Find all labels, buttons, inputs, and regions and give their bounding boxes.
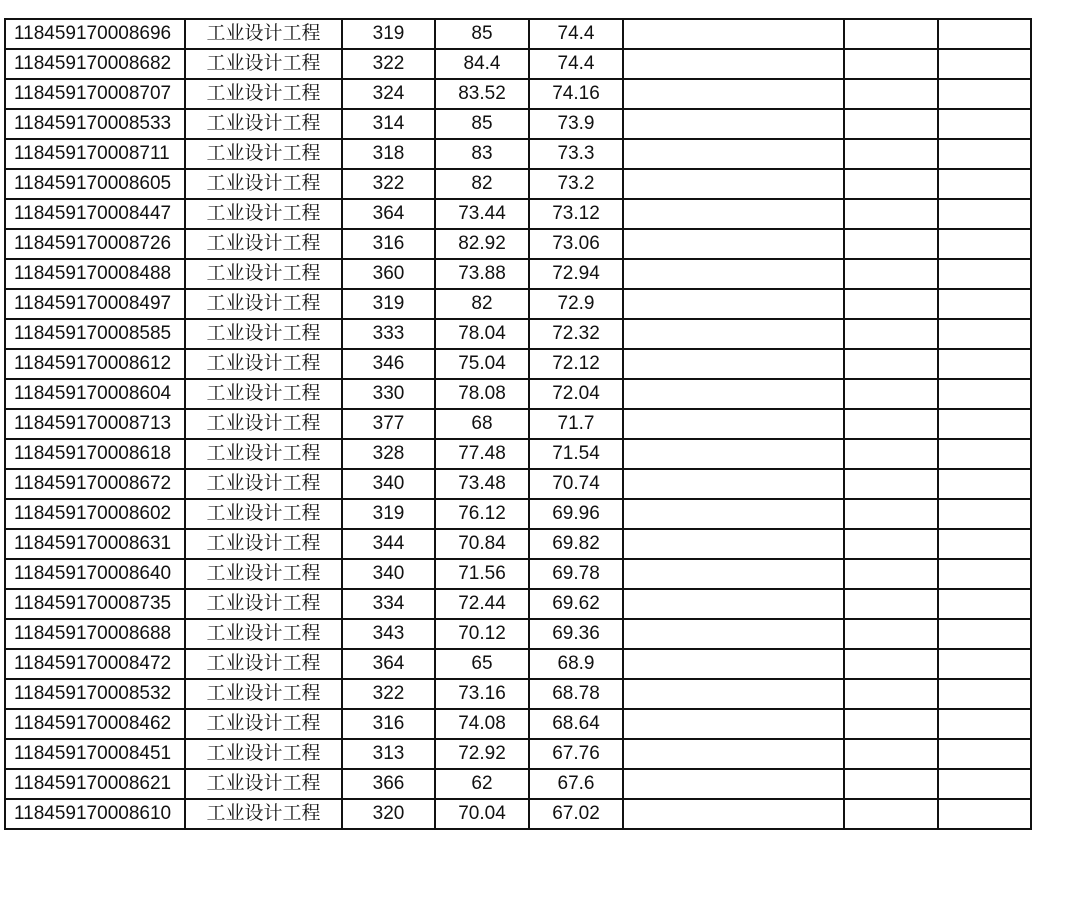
table-row xyxy=(5,49,1031,79)
total-score-cell: 69.36 xyxy=(529,619,623,649)
remark-cell xyxy=(623,289,844,319)
extra-cell-2 xyxy=(938,409,1031,439)
total-score-cell: 69.78 xyxy=(529,559,623,589)
candidate-id-cell: 118459170008488 xyxy=(5,259,185,289)
table-row xyxy=(5,469,1031,499)
remark-cell xyxy=(623,79,844,109)
interview-score-cell: 82 xyxy=(435,289,529,319)
candidate-id-cell: 118459170008497 xyxy=(5,289,185,319)
remark-cell xyxy=(623,139,844,169)
remark-cell xyxy=(623,739,844,769)
total-score-cell: 72.32 xyxy=(529,319,623,349)
major-cell: 工业设计工程 xyxy=(185,229,342,259)
extra-cell-1 xyxy=(844,469,938,499)
major-cell: 工业设计工程 xyxy=(185,439,342,469)
table-row xyxy=(5,559,1031,589)
candidate-id-cell: 118459170008610 xyxy=(5,799,185,829)
total-score-cell: 67.6 xyxy=(529,769,623,799)
interview-score-cell: 83 xyxy=(435,139,529,169)
candidate-id-cell: 118459170008602 xyxy=(5,499,185,529)
total-score-cell: 68.78 xyxy=(529,679,623,709)
remark-cell xyxy=(623,619,844,649)
total-score-cell: 73.3 xyxy=(529,139,623,169)
initial-score-cell: 343 xyxy=(342,619,435,649)
interview-score-cell: 73.16 xyxy=(435,679,529,709)
extra-cell-1 xyxy=(844,499,938,529)
candidate-id-cell: 118459170008726 xyxy=(5,229,185,259)
extra-cell-1 xyxy=(844,199,938,229)
initial-score-cell: 319 xyxy=(342,499,435,529)
extra-cell-2 xyxy=(938,229,1031,259)
extra-cell-1 xyxy=(844,709,938,739)
interview-score-cell: 77.48 xyxy=(435,439,529,469)
interview-score-cell: 84.4 xyxy=(435,49,529,79)
extra-cell-2 xyxy=(938,529,1031,559)
initial-score-cell: 344 xyxy=(342,529,435,559)
initial-score-cell: 377 xyxy=(342,409,435,439)
table-row xyxy=(5,769,1031,799)
initial-score-cell: 324 xyxy=(342,79,435,109)
remark-cell xyxy=(623,169,844,199)
remark-cell xyxy=(623,679,844,709)
major-cell: 工业设计工程 xyxy=(185,199,342,229)
initial-score-cell: 319 xyxy=(342,19,435,49)
remark-cell xyxy=(623,589,844,619)
major-cell: 工业设计工程 xyxy=(185,319,342,349)
extra-cell-1 xyxy=(844,49,938,79)
candidate-id-cell: 118459170008640 xyxy=(5,559,185,589)
table-row xyxy=(5,139,1031,169)
table-row xyxy=(5,739,1031,769)
remark-cell xyxy=(623,109,844,139)
major-cell: 工业设计工程 xyxy=(185,379,342,409)
major-cell: 工业设计工程 xyxy=(185,109,342,139)
interview-score-cell: 73.48 xyxy=(435,469,529,499)
total-score-cell: 67.76 xyxy=(529,739,623,769)
extra-cell-1 xyxy=(844,229,938,259)
table-row xyxy=(5,409,1031,439)
extra-cell-2 xyxy=(938,739,1031,769)
candidate-id-cell: 118459170008604 xyxy=(5,379,185,409)
extra-cell-1 xyxy=(844,109,938,139)
extra-cell-1 xyxy=(844,559,938,589)
initial-score-cell: 346 xyxy=(342,349,435,379)
extra-cell-1 xyxy=(844,289,938,319)
remark-cell xyxy=(623,229,844,259)
interview-score-cell: 78.08 xyxy=(435,379,529,409)
candidate-id-cell: 118459170008532 xyxy=(5,679,185,709)
extra-cell-2 xyxy=(938,169,1031,199)
major-cell: 工业设计工程 xyxy=(185,619,342,649)
major-cell: 工业设计工程 xyxy=(185,679,342,709)
major-cell: 工业设计工程 xyxy=(185,559,342,589)
results-table xyxy=(4,18,1032,830)
table-row xyxy=(5,319,1031,349)
total-score-cell: 73.06 xyxy=(529,229,623,259)
initial-score-cell: 333 xyxy=(342,319,435,349)
major-cell: 工业设计工程 xyxy=(185,139,342,169)
initial-score-cell: 366 xyxy=(342,769,435,799)
initial-score-cell: 319 xyxy=(342,289,435,319)
table-row xyxy=(5,499,1031,529)
table-row xyxy=(5,259,1031,289)
interview-score-cell: 65 xyxy=(435,649,529,679)
extra-cell-1 xyxy=(844,799,938,829)
major-cell: 工业设计工程 xyxy=(185,529,342,559)
interview-score-cell: 72.92 xyxy=(435,739,529,769)
extra-cell-1 xyxy=(844,409,938,439)
candidate-id-cell: 118459170008462 xyxy=(5,709,185,739)
candidate-id-cell: 118459170008631 xyxy=(5,529,185,559)
table-row xyxy=(5,589,1031,619)
table-row xyxy=(5,79,1031,109)
major-cell: 工业设计工程 xyxy=(185,19,342,49)
extra-cell-2 xyxy=(938,439,1031,469)
extra-cell-2 xyxy=(938,79,1031,109)
remark-cell xyxy=(623,559,844,589)
interview-score-cell: 74.08 xyxy=(435,709,529,739)
interview-score-cell: 83.52 xyxy=(435,79,529,109)
remark-cell xyxy=(623,49,844,79)
remark-cell xyxy=(623,319,844,349)
extra-cell-2 xyxy=(938,19,1031,49)
candidate-id-cell: 118459170008447 xyxy=(5,199,185,229)
candidate-id-cell: 118459170008618 xyxy=(5,439,185,469)
table-row xyxy=(5,679,1031,709)
candidate-id-cell: 118459170008612 xyxy=(5,349,185,379)
candidate-id-cell: 118459170008605 xyxy=(5,169,185,199)
extra-cell-2 xyxy=(938,679,1031,709)
table-row xyxy=(5,709,1031,739)
extra-cell-1 xyxy=(844,589,938,619)
table-row xyxy=(5,649,1031,679)
total-score-cell: 71.7 xyxy=(529,409,623,439)
total-score-cell: 73.9 xyxy=(529,109,623,139)
total-score-cell: 73.2 xyxy=(529,169,623,199)
candidate-id-cell: 118459170008672 xyxy=(5,469,185,499)
major-cell: 工业设计工程 xyxy=(185,289,342,319)
initial-score-cell: 322 xyxy=(342,49,435,79)
major-cell: 工业设计工程 xyxy=(185,799,342,829)
extra-cell-1 xyxy=(844,79,938,109)
initial-score-cell: 322 xyxy=(342,169,435,199)
candidate-id-cell: 118459170008711 xyxy=(5,139,185,169)
remark-cell xyxy=(623,649,844,679)
remark-cell xyxy=(623,379,844,409)
table-row xyxy=(5,169,1031,199)
total-score-cell: 74.4 xyxy=(529,49,623,79)
remark-cell xyxy=(623,799,844,829)
candidate-id-cell: 118459170008451 xyxy=(5,739,185,769)
interview-score-cell: 78.04 xyxy=(435,319,529,349)
interview-score-cell: 73.44 xyxy=(435,199,529,229)
initial-score-cell: 364 xyxy=(342,649,435,679)
extra-cell-1 xyxy=(844,349,938,379)
extra-cell-2 xyxy=(938,379,1031,409)
major-cell: 工业设计工程 xyxy=(185,49,342,79)
total-score-cell: 72.12 xyxy=(529,349,623,379)
total-score-cell: 72.04 xyxy=(529,379,623,409)
extra-cell-1 xyxy=(844,619,938,649)
total-score-cell: 71.54 xyxy=(529,439,623,469)
extra-cell-1 xyxy=(844,439,938,469)
total-score-cell: 68.64 xyxy=(529,709,623,739)
major-cell: 工业设计工程 xyxy=(185,739,342,769)
extra-cell-2 xyxy=(938,709,1031,739)
initial-score-cell: 364 xyxy=(342,199,435,229)
extra-cell-1 xyxy=(844,319,938,349)
candidate-id-cell: 118459170008713 xyxy=(5,409,185,439)
interview-score-cell: 76.12 xyxy=(435,499,529,529)
major-cell: 工业设计工程 xyxy=(185,649,342,679)
interview-score-cell: 75.04 xyxy=(435,349,529,379)
remark-cell xyxy=(623,259,844,289)
total-score-cell: 70.74 xyxy=(529,469,623,499)
candidate-id-cell: 118459170008696 xyxy=(5,19,185,49)
interview-score-cell: 70.84 xyxy=(435,529,529,559)
remark-cell xyxy=(623,409,844,439)
table-row xyxy=(5,619,1031,649)
initial-score-cell: 316 xyxy=(342,229,435,259)
remark-cell xyxy=(623,19,844,49)
table-row xyxy=(5,439,1031,469)
initial-score-cell: 360 xyxy=(342,259,435,289)
extra-cell-2 xyxy=(938,319,1031,349)
total-score-cell: 67.02 xyxy=(529,799,623,829)
table-row xyxy=(5,379,1031,409)
initial-score-cell: 322 xyxy=(342,679,435,709)
extra-cell-2 xyxy=(938,199,1031,229)
initial-score-cell: 340 xyxy=(342,559,435,589)
extra-cell-1 xyxy=(844,169,938,199)
extra-cell-1 xyxy=(844,679,938,709)
interview-score-cell: 62 xyxy=(435,769,529,799)
total-score-cell: 69.62 xyxy=(529,589,623,619)
total-score-cell: 74.16 xyxy=(529,79,623,109)
total-score-cell: 72.94 xyxy=(529,259,623,289)
extra-cell-2 xyxy=(938,649,1031,679)
major-cell: 工业设计工程 xyxy=(185,499,342,529)
initial-score-cell: 320 xyxy=(342,799,435,829)
major-cell: 工业设计工程 xyxy=(185,169,342,199)
table-row xyxy=(5,109,1031,139)
major-cell: 工业设计工程 xyxy=(185,709,342,739)
interview-score-cell: 73.88 xyxy=(435,259,529,289)
total-score-cell: 73.12 xyxy=(529,199,623,229)
extra-cell-1 xyxy=(844,19,938,49)
table-row xyxy=(5,799,1031,829)
remark-cell xyxy=(623,529,844,559)
remark-cell xyxy=(623,709,844,739)
remark-cell xyxy=(623,439,844,469)
candidate-id-cell: 118459170008688 xyxy=(5,619,185,649)
initial-score-cell: 334 xyxy=(342,589,435,619)
extra-cell-1 xyxy=(844,739,938,769)
extra-cell-2 xyxy=(938,49,1031,79)
candidate-id-cell: 118459170008472 xyxy=(5,649,185,679)
remark-cell xyxy=(623,769,844,799)
initial-score-cell: 318 xyxy=(342,139,435,169)
major-cell: 工业设计工程 xyxy=(185,409,342,439)
extra-cell-2 xyxy=(938,289,1031,319)
candidate-id-cell: 118459170008707 xyxy=(5,79,185,109)
table-row xyxy=(5,199,1031,229)
total-score-cell: 74.4 xyxy=(529,19,623,49)
initial-score-cell: 328 xyxy=(342,439,435,469)
table-row xyxy=(5,19,1031,49)
total-score-cell: 68.9 xyxy=(529,649,623,679)
interview-score-cell: 68 xyxy=(435,409,529,439)
major-cell: 工业设计工程 xyxy=(185,79,342,109)
major-cell: 工业设计工程 xyxy=(185,349,342,379)
extra-cell-2 xyxy=(938,259,1031,289)
interview-score-cell: 85 xyxy=(435,109,529,139)
extra-cell-1 xyxy=(844,379,938,409)
extra-cell-1 xyxy=(844,769,938,799)
candidate-id-cell: 118459170008585 xyxy=(5,319,185,349)
table-row xyxy=(5,529,1031,559)
extra-cell-1 xyxy=(844,529,938,559)
candidate-id-cell: 118459170008533 xyxy=(5,109,185,139)
remark-cell xyxy=(623,469,844,499)
interview-score-cell: 71.56 xyxy=(435,559,529,589)
extra-cell-1 xyxy=(844,259,938,289)
major-cell: 工业设计工程 xyxy=(185,259,342,289)
interview-score-cell: 82.92 xyxy=(435,229,529,259)
table-body xyxy=(5,19,1031,829)
initial-score-cell: 313 xyxy=(342,739,435,769)
total-score-cell: 72.9 xyxy=(529,289,623,319)
extra-cell-2 xyxy=(938,769,1031,799)
table-row xyxy=(5,289,1031,319)
extra-cell-1 xyxy=(844,139,938,169)
remark-cell xyxy=(623,349,844,379)
major-cell: 工业设计工程 xyxy=(185,469,342,499)
candidate-id-cell: 118459170008682 xyxy=(5,49,185,79)
interview-score-cell: 70.04 xyxy=(435,799,529,829)
initial-score-cell: 314 xyxy=(342,109,435,139)
interview-score-cell: 85 xyxy=(435,19,529,49)
table-row xyxy=(5,229,1031,259)
initial-score-cell: 316 xyxy=(342,709,435,739)
extra-cell-2 xyxy=(938,559,1031,589)
extra-cell-2 xyxy=(938,499,1031,529)
interview-score-cell: 72.44 xyxy=(435,589,529,619)
total-score-cell: 69.82 xyxy=(529,529,623,559)
candidate-id-cell: 118459170008735 xyxy=(5,589,185,619)
major-cell: 工业设计工程 xyxy=(185,589,342,619)
interview-score-cell: 82 xyxy=(435,169,529,199)
extra-cell-2 xyxy=(938,139,1031,169)
extra-cell-2 xyxy=(938,589,1031,619)
extra-cell-2 xyxy=(938,349,1031,379)
major-cell: 工业设计工程 xyxy=(185,769,342,799)
extra-cell-2 xyxy=(938,109,1031,139)
total-score-cell: 69.96 xyxy=(529,499,623,529)
extra-cell-1 xyxy=(844,649,938,679)
table-row xyxy=(5,349,1031,379)
initial-score-cell: 340 xyxy=(342,469,435,499)
extra-cell-2 xyxy=(938,619,1031,649)
initial-score-cell: 330 xyxy=(342,379,435,409)
extra-cell-2 xyxy=(938,799,1031,829)
extra-cell-2 xyxy=(938,469,1031,499)
remark-cell xyxy=(623,199,844,229)
interview-score-cell: 70.12 xyxy=(435,619,529,649)
remark-cell xyxy=(623,499,844,529)
candidate-id-cell: 118459170008621 xyxy=(5,769,185,799)
